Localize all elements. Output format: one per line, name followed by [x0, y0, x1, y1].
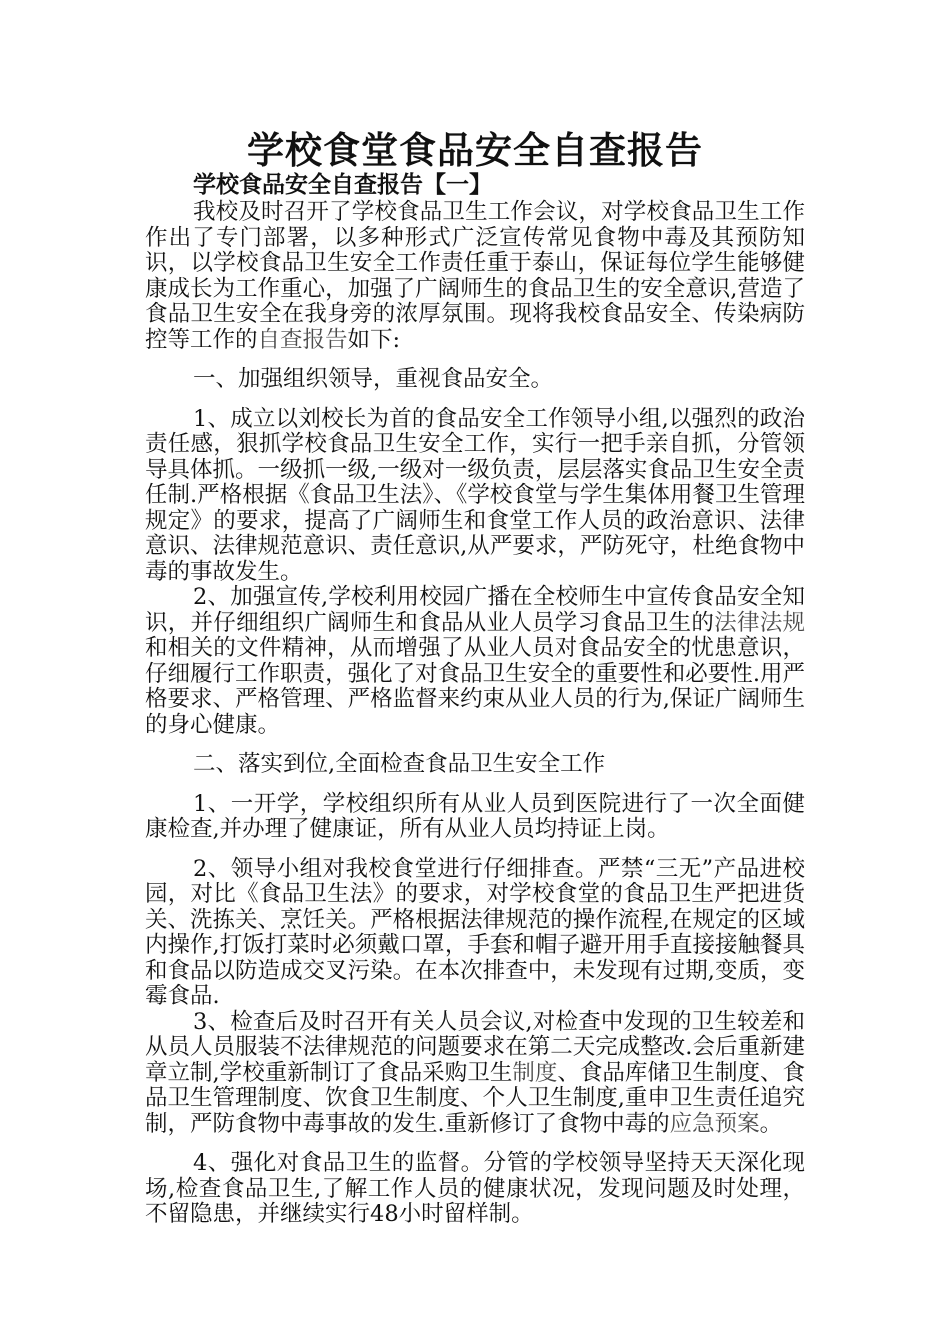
s2-p3-text-end: 。: [759, 1110, 783, 1137]
s2-p3-text: 3、检查后及时召开有关人员会议,对检查中发现的卫生较差和从员人员服装不法律规范的问题要求在第二天完成整改.会后重新建章立制,学校重新制订了食品采购卫生: [145, 1008, 805, 1086]
section-1-paragraph-1: 1、成立以刘校长为首的食品安全工作领导小组,以强烈的政治责任感，狠抓学校食品卫生安全工作，实行一把手亲自抓，分管领导具体抓。一级抓一级,一级对一级负责，层层落实食品卫生安全责任制.严格根据《食品卫生法》、《学校食堂与学生集体用餐卫生管理规定》的要求，提高了广阔师生和食堂工作人员的政治意识、法律意识、法律规范意识、责任意识,从严要求，严防死守，杜绝食物中毒的事故发生。: [145, 405, 805, 585]
section-2-heading: 二、落实到位,全面检查食品卫生安全工作: [193, 751, 606, 777]
s1-p2-text-end: 和相关的文件精神，从而增强了从业人员对食品安全的忧患意识，仔细履行工作职责，强化了对食品卫生安全的重要性和必要性.用严格要求、严格管理、严格监督来约束从业人员的行为,保证广阔师生的身心健康。: [145, 635, 805, 738]
section-2-paragraph-1: 1、一开学，学校组织所有从业人员到医院进行了一次全面健康检查,并办理了健康证，所有从业人员均持证上岗。: [145, 790, 805, 842]
document-title: 学校食堂食品安全自查报告: [247, 128, 703, 172]
document-body: [145, 170, 805, 1228]
section-2-paragraph-4: 4、强化对食品卫生的监督。分管的学校领导坚持天天深化现场,检查食品卫生,了解工作人员的健康状况，发现问题及时处理，不留隐患，并继续实行48小时留样制。: [145, 1150, 805, 1227]
intro-paragraph: [145, 200, 805, 353]
system-link[interactable]: 制度: [512, 1059, 558, 1086]
section-2-paragraph-3: [145, 1010, 805, 1138]
laws-regulations-link[interactable]: 法律法规: [714, 609, 805, 636]
s1-p2-text: 2、加强宣传,学校利用校园广播在全校师生中宣传食品安全知识，并仔细组织广阔师生和食品从业人员学习食品卫生的: [145, 584, 805, 636]
emergency-plan-link[interactable]: 应急预案: [669, 1110, 760, 1137]
intro-text-end: 如下:: [347, 326, 401, 353]
report-subtitle: 学校食品安全自查报告【一】: [193, 171, 492, 198]
section-1-heading: 一、加强组织领导，重视食品安全。: [193, 366, 554, 392]
section-1-paragraph-2: [145, 585, 805, 738]
s2-p3-text-mid: 、食品库储卫生制度、食品卫生管理制度、饮食卫生制度、个人卫生制度,重申卫生责任追究制，严防食物中毒事故的发生.重新修订了食物中毒的: [145, 1059, 805, 1137]
intro-text: 我校及时召开了学校食品卫生工作会议，对学校食品卫生工作作出了专门部署，以多种形式广泛宣传常见食物中毒及其预防知识，以学校食品卫生安全工作责任重于泰山，保证每位学生能够健康成长为工作重心，加强了广阔师生的食品卫生的安全意识,营造了食品卫生安全在我身旁的浓厚氛围。现将我校食品安全、传染病防控等工作的: [145, 199, 805, 353]
self-check-report-link[interactable]: 自查报告: [257, 326, 348, 353]
section-2-paragraph-2: 2、领导小组对我校食堂进行仔细排查。严禁“三无”产品进校园，对比《食品卫生法》的要求，对学校食堂的食品卫生严把进货关、洗拣关、烹饪关。严格根据法律规范的操作流程,在规定的区域内操作,打饭打菜时必须戴口罩，手套和帽子避开用手直接接触餐具和食品以防造成交叉污染。在本次排查中，未发现有过期,变质，变霉食品.: [145, 855, 805, 1009]
